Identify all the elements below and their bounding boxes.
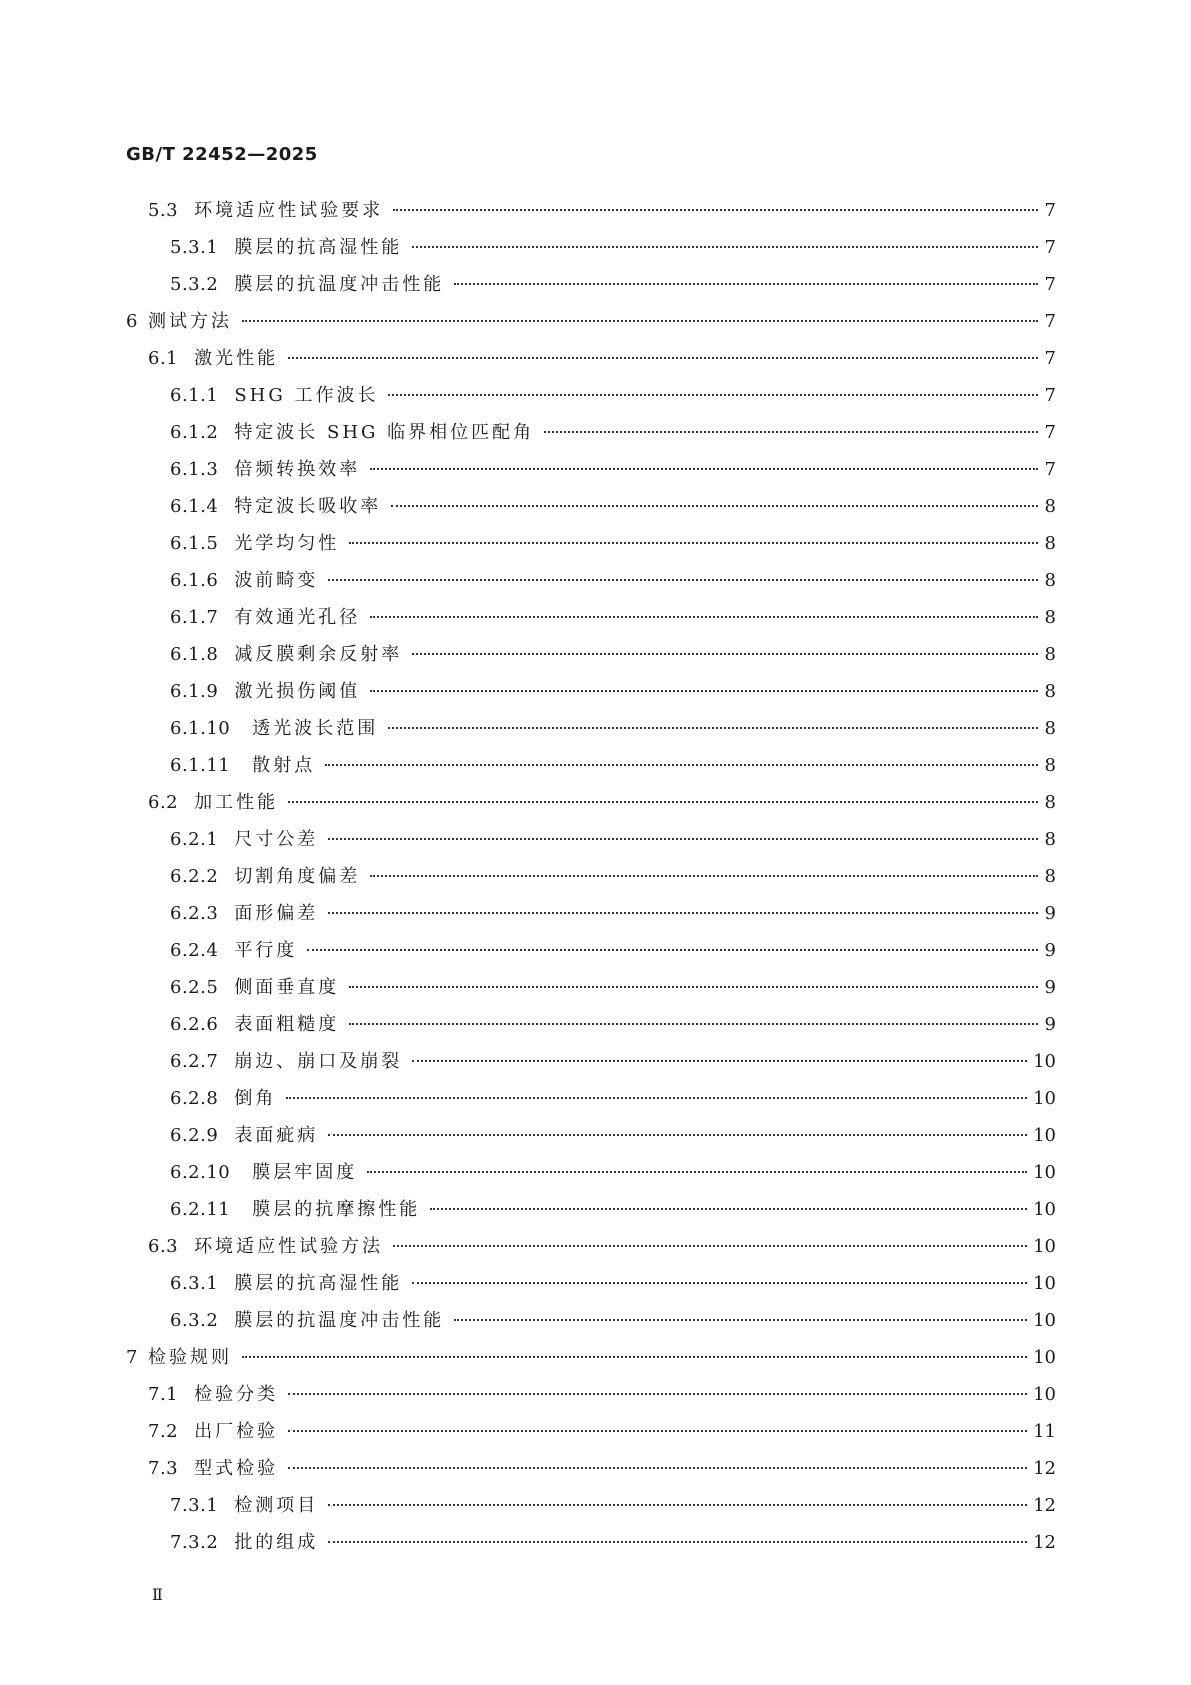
toc-entry-page: 7	[1044, 274, 1056, 295]
toc-entry[interactable]	[126, 1080, 1056, 1117]
toc-entry[interactable]	[126, 488, 1056, 525]
toc-entry-number: 6.2.8	[170, 1088, 219, 1109]
dot-leader	[393, 1245, 1027, 1247]
toc-entry-page: 7	[1044, 348, 1056, 369]
toc-entry-number: 5.3.2	[170, 274, 219, 295]
toc-entry-page: 7	[1044, 422, 1056, 443]
toc-entry-number: 6.1.10	[170, 718, 231, 739]
dot-leader	[388, 394, 1038, 396]
toc-entry-page: 10	[1033, 1384, 1056, 1405]
dot-leader	[412, 1060, 1027, 1062]
dot-leader	[391, 505, 1038, 507]
dot-leader	[393, 209, 1038, 211]
toc-entry-number: 6.1.5	[170, 533, 219, 554]
toc-entry-title: 尺寸公差	[234, 829, 319, 850]
toc-entry-title: 出厂检验	[194, 1421, 279, 1442]
toc-entry-number: 6.2.4	[170, 940, 219, 961]
toc-entry-number: 6.1.2	[170, 422, 219, 443]
toc-entry-page: 10	[1033, 1051, 1056, 1072]
toc-entry[interactable]	[126, 1191, 1056, 1228]
toc-entry-page: 8	[1044, 570, 1056, 591]
toc-entry-page: 10	[1033, 1236, 1056, 1257]
toc-entry-title: 光学均匀性	[234, 533, 340, 554]
dot-leader	[328, 912, 1038, 914]
toc-entry-title: SHG 工作波长	[234, 385, 379, 406]
toc-entry-page: 10	[1033, 1162, 1056, 1183]
dot-leader	[349, 986, 1038, 988]
toc-entry[interactable]	[126, 1339, 1056, 1376]
toc-entry[interactable]	[126, 932, 1056, 969]
toc-entry-number: 6.1.7	[170, 607, 219, 628]
dot-leader	[370, 468, 1038, 470]
toc-entry-title: 减反膜剩余反射率	[234, 644, 403, 665]
page-folio: Ⅱ	[152, 1585, 163, 1604]
toc-entry-title: 膜层的抗温度冲击性能	[234, 1310, 445, 1331]
toc-entry-number: 6.3.2	[170, 1310, 219, 1331]
toc-entry-title: 表面疵病	[234, 1125, 319, 1146]
toc-entry-number: 7.2	[148, 1421, 179, 1442]
toc-entry-page: 10	[1033, 1273, 1056, 1294]
toc-entry-number: 7.3	[148, 1458, 179, 1479]
toc-entry[interactable]	[126, 1154, 1056, 1191]
toc-entry-title: 崩边、崩口及崩裂	[234, 1051, 403, 1072]
toc-entry-number: 6.1.8	[170, 644, 219, 665]
toc-entry-number: 6.2.7	[170, 1051, 219, 1072]
toc-entry[interactable]	[126, 747, 1056, 784]
toc-entry-page: 7	[1044, 237, 1056, 258]
toc-entry[interactable]	[126, 340, 1056, 377]
toc-entry-title: 膜层牢固度	[252, 1162, 358, 1183]
toc-entry-page: 8	[1044, 866, 1056, 887]
toc-entry-page: 9	[1044, 977, 1056, 998]
toc-entry-title: 膜层的抗摩擦性能	[252, 1199, 421, 1220]
toc-entry[interactable]	[126, 1450, 1056, 1487]
toc-entry-number: 6.1	[148, 348, 179, 369]
toc-entry-page: 8	[1044, 533, 1056, 554]
toc-entry[interactable]	[126, 303, 1056, 340]
toc-entry[interactable]	[126, 1302, 1056, 1339]
dot-leader	[370, 875, 1038, 877]
toc-entry[interactable]	[126, 1376, 1056, 1413]
dot-leader	[328, 1134, 1027, 1136]
toc-entry-number: 6.1.1	[170, 385, 219, 406]
toc-entry[interactable]	[126, 821, 1056, 858]
toc-entry-number: 7.3.2	[170, 1532, 219, 1553]
toc-entry-number: 6.2.6	[170, 1014, 219, 1035]
toc-entry[interactable]	[126, 1265, 1056, 1302]
toc-entry-title: 膜层的抗温度冲击性能	[234, 274, 445, 295]
toc-entry-title: 侧面垂直度	[234, 977, 340, 998]
dot-leader	[367, 1171, 1027, 1173]
dot-leader	[388, 727, 1038, 729]
toc-entry-title: 特定波长吸收率	[234, 496, 382, 517]
toc-entry-number: 6.3	[148, 1236, 179, 1257]
toc-entry-title: 环境适应性试验方法	[194, 1236, 384, 1257]
toc-entry[interactable]	[126, 414, 1056, 451]
toc-entry-title: 倍频转换效率	[234, 459, 361, 480]
dot-leader	[242, 320, 1038, 322]
toc-entry-page: 8	[1044, 496, 1056, 517]
toc-entry-page: 10	[1033, 1199, 1056, 1220]
dot-leader	[412, 1282, 1027, 1284]
toc-entry[interactable]	[126, 673, 1056, 710]
toc-entry[interactable]	[126, 266, 1056, 303]
dot-leader	[412, 246, 1038, 248]
toc-entry[interactable]	[126, 377, 1056, 414]
toc-entry[interactable]	[126, 562, 1056, 599]
dot-leader	[454, 1319, 1027, 1321]
toc-entry-number: 6.2.2	[170, 866, 219, 887]
dot-leader	[288, 1393, 1027, 1395]
toc-entry-number: 6.1.9	[170, 681, 219, 702]
toc-entry[interactable]	[126, 1228, 1056, 1265]
toc-entry-page: 7	[1044, 200, 1056, 221]
toc-entry-title: 平行度	[234, 940, 298, 961]
toc-entry-number: 6.3.1	[170, 1273, 219, 1294]
toc-entry-title: 测试方法	[147, 311, 232, 332]
toc-entry-page: 9	[1044, 903, 1056, 924]
toc-entry-page: 10	[1033, 1310, 1056, 1331]
toc-entry-number: 6.1.6	[170, 570, 219, 591]
toc-entry-title: 批的组成	[234, 1532, 319, 1553]
toc-entry-number: 5.3.1	[170, 237, 219, 258]
toc-entry[interactable]	[126, 599, 1056, 636]
toc-entry[interactable]	[126, 192, 1056, 229]
toc-entry-title: 检测项目	[234, 1495, 319, 1516]
toc-entry-title: 加工性能	[194, 792, 279, 813]
toc-entry-title: 波前畸变	[234, 570, 319, 591]
dot-leader	[328, 838, 1038, 840]
toc-entry-title: 有效通光孔径	[234, 607, 361, 628]
toc-entry-number: 7.1	[148, 1384, 179, 1405]
toc-entry-title: 透光波长范围	[252, 718, 379, 739]
dot-leader	[328, 1504, 1027, 1506]
toc-entry[interactable]	[126, 1524, 1056, 1561]
dot-leader	[288, 801, 1038, 803]
toc-entry-title: 检验分类	[194, 1384, 279, 1405]
toc-entry-title: 表面粗糙度	[234, 1014, 340, 1035]
dot-leader	[307, 949, 1038, 951]
standard-code: GB/T 22452—2025	[126, 144, 318, 165]
toc-entry-number: 6.2	[148, 792, 179, 813]
dot-leader	[288, 1467, 1027, 1469]
toc-entry-title: 特定波长 SHG 临界相位匹配角	[234, 422, 535, 443]
toc-entry[interactable]	[126, 1413, 1056, 1450]
toc-entry-number: 6.2.3	[170, 903, 219, 924]
dot-leader	[544, 431, 1038, 433]
toc-entry[interactable]	[126, 858, 1056, 895]
dot-leader	[286, 1097, 1027, 1099]
dot-leader	[328, 1541, 1027, 1543]
toc-entry[interactable]	[126, 451, 1056, 488]
toc-entry-page: 10	[1033, 1125, 1056, 1146]
toc-entry[interactable]	[126, 636, 1056, 673]
toc-entry-title: 激光性能	[194, 348, 279, 369]
toc-entry-title: 环境适应性试验要求	[194, 200, 384, 221]
toc-entry-page: 9	[1044, 1014, 1056, 1035]
toc-entry[interactable]	[126, 710, 1056, 747]
toc-entry-title: 检验规则	[147, 1347, 232, 1368]
toc-entry[interactable]	[126, 1043, 1056, 1080]
toc-entry-number: 6.1.3	[170, 459, 219, 480]
toc-entry-page: 8	[1044, 681, 1056, 702]
toc-entry-number: 6.2.1	[170, 829, 219, 850]
toc-entry-page: 12	[1033, 1495, 1056, 1516]
toc-entry-number: 7	[126, 1347, 138, 1368]
table-of-contents	[126, 192, 1056, 1561]
dot-leader	[328, 579, 1038, 581]
toc-entry-number: 5.3	[148, 200, 179, 221]
toc-entry-number: 6.2.9	[170, 1125, 219, 1146]
toc-entry-page: 8	[1044, 718, 1056, 739]
toc-entry-number: 6.2.10	[170, 1162, 231, 1183]
dot-leader	[454, 283, 1038, 285]
toc-entry-title: 散射点	[252, 755, 316, 776]
toc-entry[interactable]	[126, 1117, 1056, 1154]
toc-entry-page: 7	[1044, 459, 1056, 480]
toc-entry[interactable]	[126, 525, 1056, 562]
toc-entry[interactable]	[126, 1487, 1056, 1524]
dot-leader	[349, 542, 1038, 544]
toc-entry-number: 6.2.11	[170, 1199, 231, 1220]
toc-entry-title: 膜层的抗高湿性能	[234, 1273, 403, 1294]
toc-entry-number: 6	[126, 311, 138, 332]
toc-entry-page: 8	[1044, 792, 1056, 813]
dot-leader	[288, 357, 1038, 359]
toc-entry-page: 8	[1044, 755, 1056, 776]
toc-entry[interactable]	[126, 895, 1056, 932]
toc-entry-title: 型式检验	[194, 1458, 279, 1479]
toc-entry[interactable]	[126, 784, 1056, 821]
toc-entry-page: 9	[1044, 940, 1056, 961]
toc-entry-title: 面形偏差	[234, 903, 319, 924]
toc-entry-page: 7	[1044, 311, 1056, 332]
toc-entry-page: 8	[1044, 607, 1056, 628]
toc-entry-number: 6.2.5	[170, 977, 219, 998]
dot-leader	[370, 616, 1038, 618]
toc-entry-number: 6.1.11	[170, 755, 231, 776]
dot-leader	[288, 1430, 1027, 1432]
dot-leader	[325, 764, 1038, 766]
toc-entry-title: 倒角	[234, 1088, 277, 1109]
toc-entry-page: 12	[1033, 1458, 1056, 1479]
toc-entry-page: 7	[1044, 385, 1056, 406]
toc-entry-page: 8	[1044, 829, 1056, 850]
dot-leader	[430, 1208, 1027, 1210]
toc-entry-page: 12	[1033, 1532, 1056, 1553]
toc-entry-page: 8	[1044, 644, 1056, 665]
toc-entry-title: 激光损伤阈值	[234, 681, 361, 702]
toc-entry-number: 7.3.1	[170, 1495, 219, 1516]
dot-leader	[370, 690, 1038, 692]
toc-entry[interactable]	[126, 969, 1056, 1006]
toc-entry[interactable]	[126, 1006, 1056, 1043]
dot-leader	[349, 1023, 1038, 1025]
toc-entry-page: 11	[1033, 1421, 1056, 1442]
toc-entry-number: 6.1.4	[170, 496, 219, 517]
dot-leader	[242, 1356, 1027, 1358]
toc-entry[interactable]	[126, 229, 1056, 266]
toc-entry-title: 膜层的抗高湿性能	[234, 237, 403, 258]
toc-entry-page: 10	[1033, 1088, 1056, 1109]
toc-entry-page: 10	[1033, 1347, 1056, 1368]
dot-leader	[412, 653, 1038, 655]
toc-entry-title: 切割角度偏差	[234, 866, 361, 887]
